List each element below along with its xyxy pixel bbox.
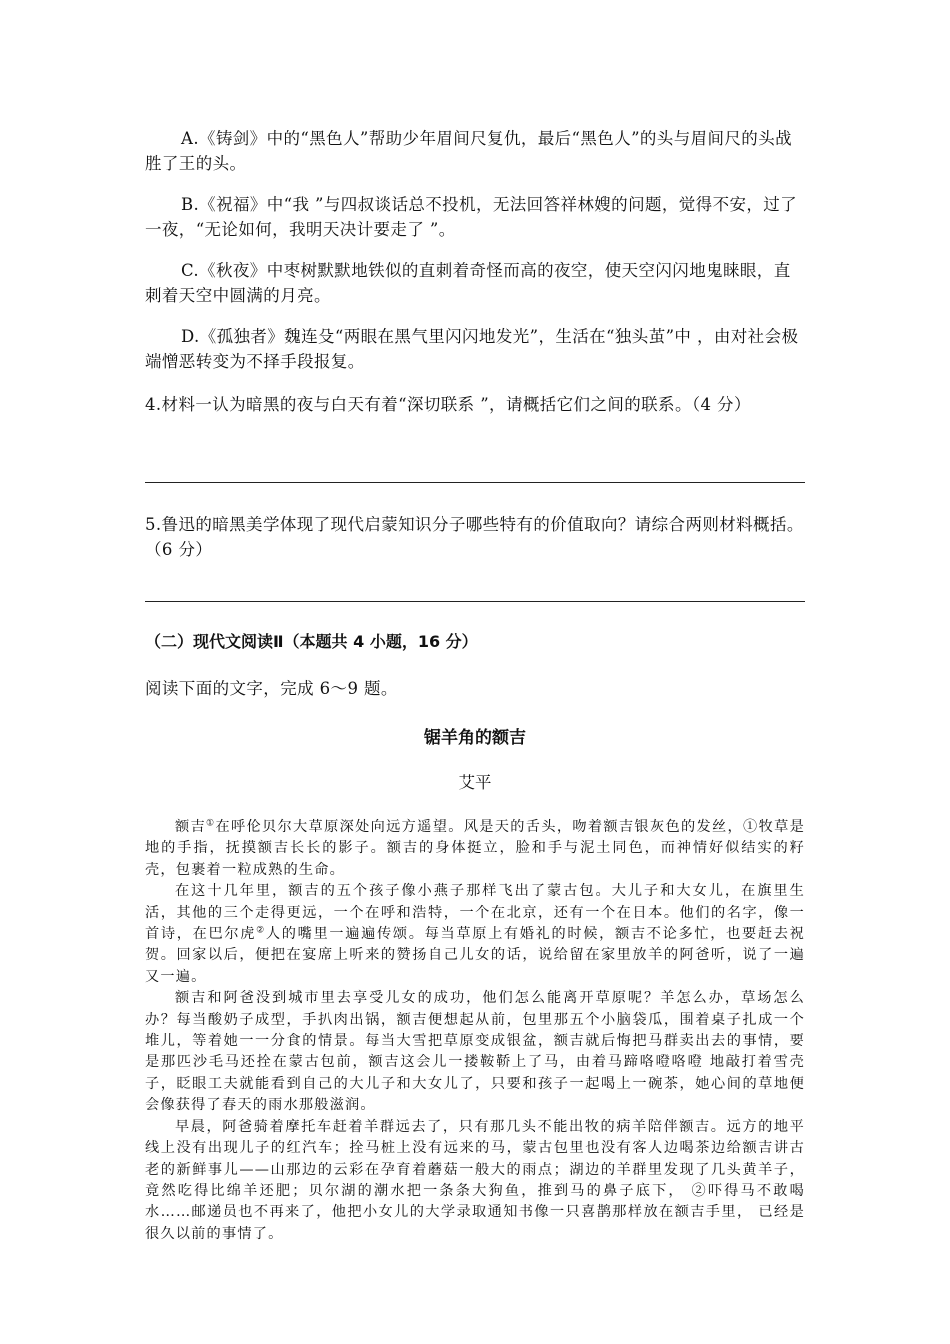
option-b (145, 192, 805, 242)
story-title: 锯羊角的额吉 (424, 728, 526, 748)
section-instruction: 阅读下面的文字，完成 6～9 题。 (145, 679, 398, 698)
question-4: 4.材料一认为暗黑的夜与白天有着“深切联系 ”，请概括它们之间的联系。（4 分） (145, 395, 751, 414)
question-5: 5.鲁迅的暗黑美学体现了现代启蒙知识分子哪些特有的价值取向？请综合两则材料概括。（6 分） (145, 515, 804, 559)
option-d (145, 324, 805, 374)
story-p1-rest: 在呼伦贝尔大草原深处向远方遥望。风是天的舌头，吻着额吉银灰色的发丝，①牧草是地的手指，抚摸额吉长长的影子。额吉的身体挺立，脸和手与泥土同色，而神情好似结实的籽壳，包裹着一粒成熟的生命。 (145, 819, 805, 878)
story-paragraph-4: 早晨，阿爸骑着摩托车赶着羊群远去了，只有那几头不能出牧的病羊陪伴额吉。远方的地平线上没有出现儿子的红汽车；拴马桩上没有远来的马，蒙古包里也没有客人边喝茶边给额吉讲古老的新鲜事儿——山那边的云彩在孕育着蘑菇一般大的雨点；湖边的羊群里发现了几头黄羊子，竟然吃得比绵羊还肥；贝尔湖的潮水把一条条大狗鱼，推到马的鼻子底下， ②吓得马不敢喝水……邮递员也不再来了，他把小女儿的大学录取通知书像一只喜鹊那样放在额吉手里， 已经是很久以前的事情了。 (145, 1118, 805, 1242)
section-heading: （二）现代文阅读Ⅱ（本题共 4 小题，16 分） (145, 632, 478, 651)
answer-line-5[interactable] (145, 601, 805, 602)
option-c (145, 258, 805, 308)
story-p1-start: 额吉 (175, 819, 207, 835)
option-a-label: A. (181, 129, 199, 148)
footnote-marker-2: ② (256, 925, 266, 936)
story-paragraph-1 (145, 817, 805, 881)
footnote-marker-1: ① (206, 818, 216, 829)
option-a (145, 126, 805, 176)
option-d-text: 《孤独者》魏连殳“两眼在黑气里闪闪地发光”，生活在“独头茧”中 ，由对社会极端憎恶转变为不择手段报复。 (145, 327, 799, 371)
option-b-label: B. (181, 195, 200, 214)
story-paragraph-3: 额吉和阿爸没到城市里去享受儿女的成功，他们怎么能离开草原呢？羊怎么办，草场怎么办？每当酸奶子成型，手扒肉出锅，额吉便想起从前，包里那五个小脑袋瓜，围着桌子扎成一个堆儿，等着她一一分食的情景。每当大雪把草原变成银盆，额吉就后悔把马群卖出去的事情，要是那匹沙毛马还拴在蒙古包前，额吉这会儿一搂鞍鞒上了马，由着马蹄咯噔咯噔 地敲打着雪壳子，眨眼工夫就能看到自己的大儿子和大女儿了，只要和孩子一起喝上一碗茶，她心间的草地便会像获得了春天的雨水那般滋润。 (145, 990, 805, 1114)
option-c-label: C. (181, 261, 200, 280)
story-author: 艾平 (458, 773, 492, 792)
story-p2-rest: 人的嘴里一遍遍传颂。每当草原上有婚礼的时候，额吉不论多忙，也要赶去祝贺。回家以后，便把在宴席上听来的赞扬自己儿女的话，说给留在家里放羊的阿爸听，说了一遍又一遍。 (145, 926, 805, 985)
option-d-label: D. (181, 327, 200, 346)
story-paragraph-2 (145, 881, 805, 988)
story-body (145, 817, 805, 1245)
option-b-text: 《祝福》中“我 ”与四叔谈话总不投机，无法回答祥林嫂的问题，觉得不安，过了一夜，“无论如何，我明天决计要走了 ”。 (145, 195, 798, 239)
answer-line-4[interactable] (145, 482, 805, 483)
story-p2-start: 在这十几年里，额吉的五个孩子像小燕子那样飞出了蒙古包。大儿子和大女儿，在旗里生活，其他的三个走得更远，一个在呼和浩特，一个在北京，还有一个在日本。他们的名字，像一首诗，在巴尔虎 (145, 883, 805, 943)
option-c-text: 《秋夜》中枣树默默地铁似的直刺着奇怪而高的夜空，使天空闪闪地鬼睐眼，直刺着天空中圆满的月亮。 (145, 261, 791, 305)
option-a-text: 《铸剑》中的“黑色人”帮助少年眉间尺复仇，最后“黑色人”的头与眉间尺的头战胜了王的头。 (145, 129, 793, 173)
